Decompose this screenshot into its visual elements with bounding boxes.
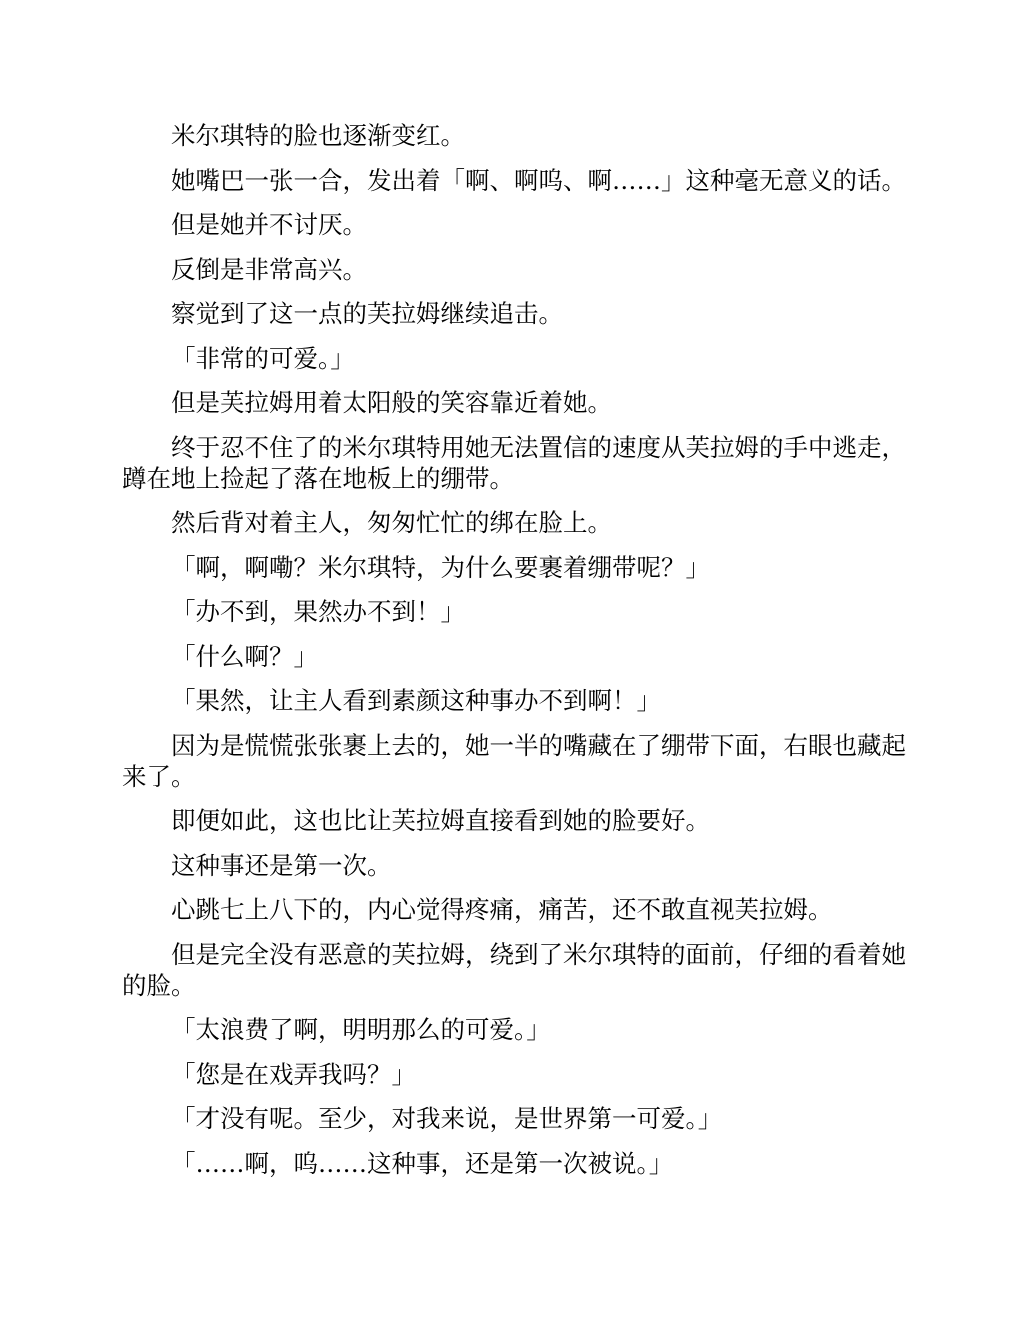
paragraph: 但是她并不讨厌。 [171, 210, 367, 239]
paragraph: 然后背对着主人，匆匆忙忙的绑在脸上。 [171, 508, 612, 537]
paragraph: 「太浪费了啊，明明那么的可爱。」 [171, 1015, 551, 1044]
paragraph: 心跳七上八下的，内心觉得疼痛，痛苦，还不敢直视芙拉姆。 [171, 895, 833, 924]
paragraph: 终于忍不住了的米尔琪特用她无法置信的速度从芙拉姆的手中逃走，蹲在地上捡起了落在地板上的绷带。 [122, 432, 906, 493]
paragraph: 她嘴巴一张一合，发出着「啊、啊呜、啊……」这种毫无意义的话。 [171, 165, 906, 195]
paragraph: 「非常的可爱。」 [171, 343, 355, 373]
paragraph: 「才没有呢。至少，对我来说，是世界第一可爱。」 [171, 1104, 723, 1133]
paragraph: 「什么啊？」 [171, 641, 318, 671]
paragraph: 「……啊，呜……这种事，还是第一次被说。」 [171, 1148, 674, 1178]
paragraph: 但是完全没有恶意的芙拉姆，绕到了米尔琪特的面前，仔细的看着她的脸。 [122, 939, 906, 1000]
paragraph: 反倒是非常高兴。 [171, 254, 367, 284]
paragraph: 但是芙拉姆用着太阳般的笑容靠近着她。 [171, 388, 612, 417]
paragraph: 「啊，啊嘞？米尔琪特，为什么要裹着绷带呢？」 [171, 552, 710, 582]
paragraph: 即便如此，这也比让芙拉姆直接看到她的脸要好。 [171, 806, 710, 835]
paragraph: 「办不到，果然办不到！」 [171, 597, 465, 626]
paragraph: 因为是慌慌张张裹上去的，她一半的嘴藏在了绷带下面，右眼也藏起来了。 [122, 730, 906, 791]
paragraph: 「果然，让主人看到素颜这种事办不到啊！」 [171, 686, 661, 715]
body-text [122, 120, 912, 1192]
paragraph: 这种事还是第一次。 [171, 850, 392, 880]
paragraph: 察觉到了这一点的芙拉姆继续追击。 [171, 299, 563, 328]
paragraph: 「您是在戏弄我吗？」 [171, 1059, 416, 1089]
paragraph: 米尔琪特的脸也逐渐变红。 [171, 121, 465, 150]
